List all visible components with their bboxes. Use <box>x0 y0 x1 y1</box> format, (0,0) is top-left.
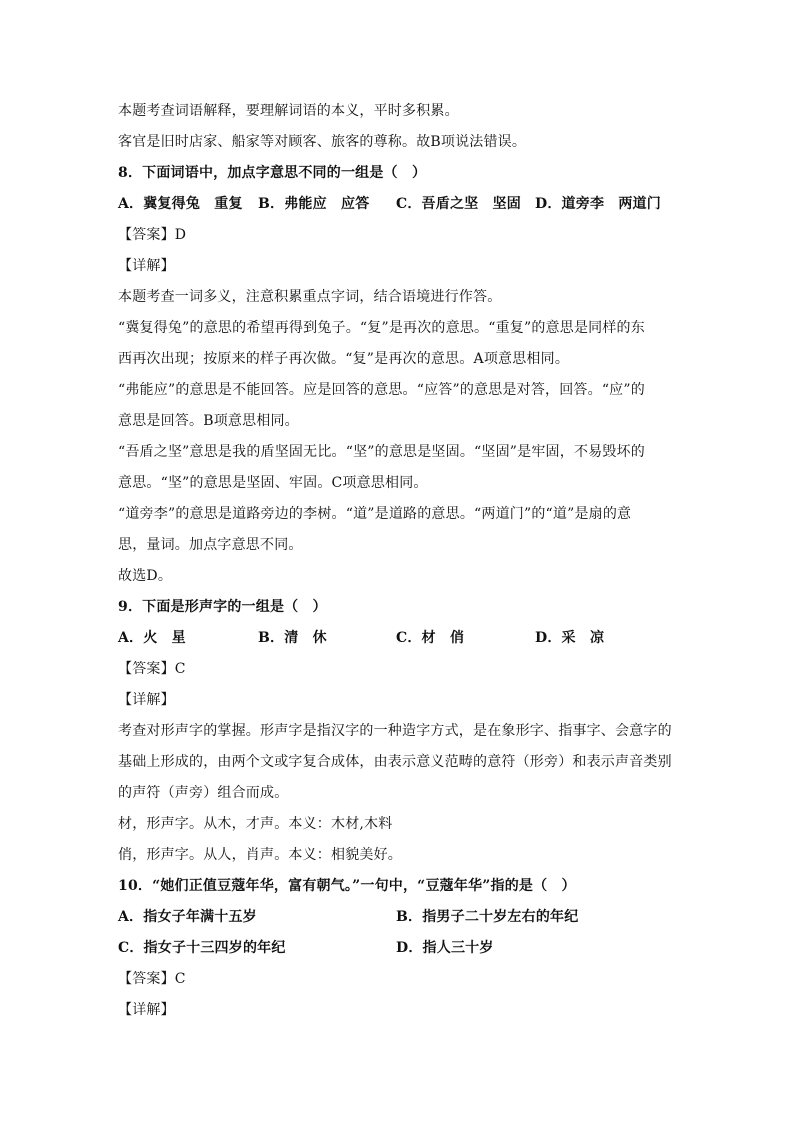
option-d: D．道旁李 两道门 <box>535 196 661 212</box>
paragraph: 意思是回答。B项意思相同。 <box>118 413 299 429</box>
question-8-options <box>118 189 678 220</box>
answer-9: 【答案】C <box>118 661 186 677</box>
paragraph: 意思。“坚”的意思是坚固、牢固。C项意思相同。 <box>118 475 428 491</box>
paragraph: 西再次出现；按原来的样子再次做。“复”是再次的意思。A项意思相同。 <box>118 351 570 367</box>
paragraph: 俏，形声字。从人，肖声。本义：相貌美好。 <box>118 847 402 863</box>
option-a: A．指女子年满十五岁 <box>118 909 257 925</box>
paragraph: 客官是旧时店家、船家等对顾客、旅客的尊称。故B项说法错误。 <box>118 134 527 150</box>
paragraph: “冀复得兔”的意思的希望再得到兔子。“复”是再次的意思。“重复”的意思是同样的东 <box>118 320 645 336</box>
paragraph: 材，形声字。从木，才声。本义：木材,木料 <box>118 816 393 832</box>
option-a: A．火 星 <box>118 630 186 646</box>
option-b: B．弗能应 应答 <box>258 196 370 212</box>
paragraph: 的声符（声旁）组合而成。 <box>118 785 289 801</box>
paragraph: 故选D。 <box>118 568 173 584</box>
paragraph: 本题考查词语解释，要理解词语的本义，平时多积累。 <box>118 103 459 119</box>
detail-label-8: 【详解】 <box>118 258 175 274</box>
option-c: C．吾盾之坚 坚固 <box>396 196 521 212</box>
paragraph: “吾盾之坚”意思是我的盾坚固无比。“坚”的意思是坚固。“坚固”是牢固，不易毁坏的 <box>118 444 645 460</box>
option-c: C．指女子十三四岁的年纪 <box>118 940 286 956</box>
answer-8: 【答案】D <box>118 227 187 243</box>
question-9: 9．下面是形声字的一组是（ ） <box>118 599 327 615</box>
paragraph: “弗能应”的意思是不能回答。应是回答的意思。“应答”的意思是对答，回答。“应”的 <box>118 382 645 398</box>
question-10-options-row-2 <box>118 933 678 964</box>
paragraph: 思，量词。加点字意思不同。 <box>118 537 303 553</box>
question-9-options <box>118 623 678 654</box>
detail-label-9: 【详解】 <box>118 692 175 708</box>
paragraph: “道旁李”的意思是道路旁边的李树。“道”是道路的意思。“两道门”的“道”是扇的意 <box>118 506 632 522</box>
paragraph: 考查对形声字的掌握。形声字是指汉字的一种造字方式，是在象形字、指事字、会意字的 <box>118 723 672 739</box>
paragraph: 本题考查一词多义，注意积累重点字词，结合语境进行作答。 <box>118 289 502 305</box>
answer-10: 【答案】C <box>118 971 186 987</box>
option-b: B．指男子二十岁左右的年纪 <box>396 909 579 925</box>
question-10: 10．“她们正值豆蔻年华，富有朝气。”一句中，“豆蔻年华”指的是（ ） <box>118 878 576 894</box>
option-c: C．材 俏 <box>396 630 465 646</box>
detail-label-10: 【详解】 <box>118 1002 175 1018</box>
option-b: B．清 休 <box>258 630 327 646</box>
option-a: A．冀复得兔 重复 <box>118 196 243 212</box>
option-d: D．采 凉 <box>535 630 605 646</box>
paragraph: 基础上形成的，由两个文或字复合成体，由表示意义范畴的意符（形旁）和表示声音类别 <box>118 754 672 770</box>
question-10-options-row-1 <box>118 902 678 933</box>
option-d: D．指人三十岁 <box>396 940 494 956</box>
document-page <box>118 96 678 1026</box>
question-8: 8．下面词语中，加点字意思不同的一组是（ ） <box>118 165 427 181</box>
